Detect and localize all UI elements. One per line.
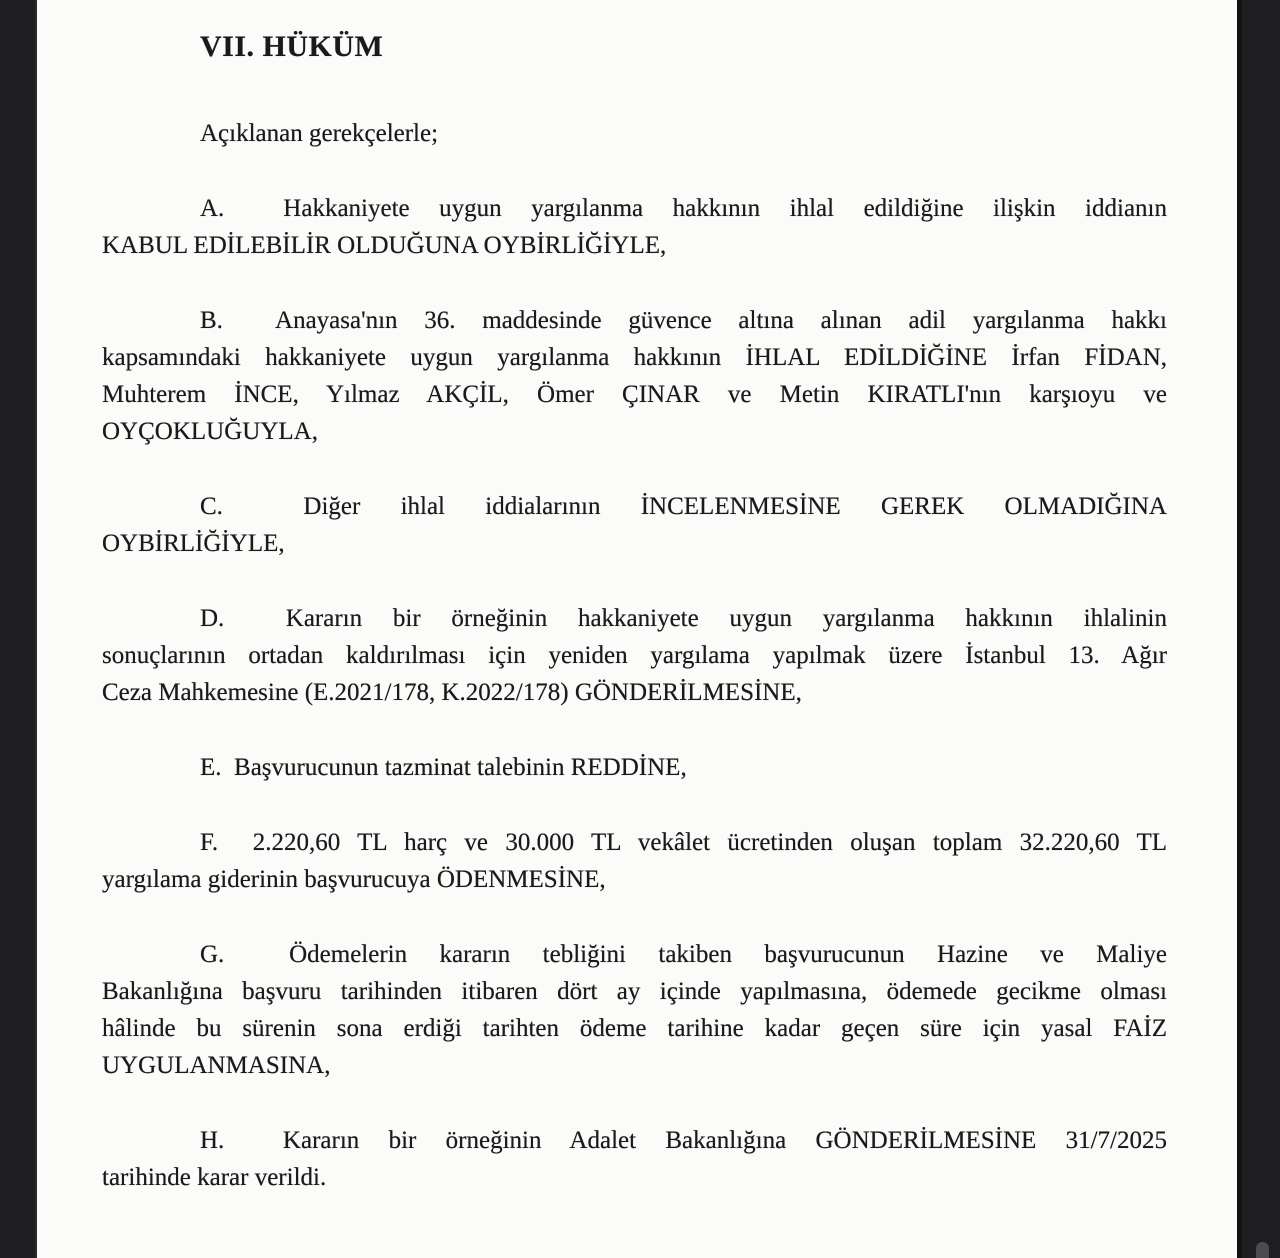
document-page [35,0,1242,1258]
text-line: yargılama giderinin başvurucuya ÖDENMESİNE, [102,866,606,893]
text-line: sonuçlarının ortadan kaldırılması için yeniden yargılama yapılmak üzere İstanbul 13. Ağır [102,642,1167,669]
viewer-gutter-left [0,0,35,1258]
text-line: C. Diğer ihlal iddialarının İNCELENMESİNE GEREK OLMADIĞINA [200,493,1167,520]
ruling-item-d [102,600,1167,711]
text-line: D. Kararın bir örneğinin hakkaniyete uygun yargılanma hakkının ihlalinin [200,605,1167,632]
text-line: F. 2.220,60 TL harç ve 30.000 TL vekâlet ücretinden oluşan toplam 32.220,60 TL [200,829,1167,856]
text-line: kapsamındaki hakkaniyete uygun yargılanma hakkının İHLAL EDİLDİĞİNE İrfan FİDAN, [102,344,1167,371]
viewer-gutter-right [1242,0,1280,1258]
text-line: OYÇOKLUĞUYLA, [102,418,318,445]
text-line: UYGULANMASINA, [102,1052,331,1079]
text-line: Bakanlığına başvuru tarihinden itibaren dört ay içinde yapılmasına, ödemede gecikme olması [102,978,1167,1005]
ruling-item-g [102,936,1167,1084]
ruling-item-e [102,749,1167,786]
text-line: hâlinde bu sürenin sona erdiği tarihten ödeme tarihine kadar geçen süre için yasal FAİZ [102,1015,1167,1042]
ruling-item-a [102,190,1167,264]
text-line: G. Ödemelerin kararın tebliğini takiben başvurucunun Hazine ve Maliye [200,941,1167,968]
text-line: OYBİRLİĞİYLE, [102,530,285,557]
ruling-item-f [102,824,1167,898]
text-line: KABUL EDİLEBİLİR OLDUĞUNA OYBİRLİĞİYLE, [102,232,667,259]
ruling-item-b [102,302,1167,450]
text-line: E. Başvurucunun tazminat talebinin REDDİNE, [200,754,687,781]
intro-line: Açıklanan gerekçelerle; [200,120,439,147]
text-line: Ceza Mahkemesine (E.2021/178, K.2022/178) GÖNDERİLMESİNE, [102,679,802,706]
text-line: A. Hakkaniyete uygun yargılanma hakkının ihlal edildiğine ilişkin iddianın [200,195,1167,222]
scrollbar-thumb[interactable] [1256,1242,1269,1258]
ruling-item-h [102,1122,1167,1196]
text-line: B. Anayasa'nın 36. maddesinde güvence altına alınan adil yargılanma hakkı [200,307,1167,334]
section-heading: VII. HÜKÜM [200,30,384,63]
text-line: H. Kararın bir örneğinin Adalet Bakanlığına GÖNDERİLMESİNE 31/7/2025 [200,1127,1167,1154]
text-line: Muhterem İNCE, Yılmaz AKÇİL, Ömer ÇINAR ve Metin KIRATLI'nın karşıoyu ve [102,381,1167,408]
ruling-item-c [102,488,1167,562]
text-line: tarihinde karar verildi. [102,1164,327,1191]
